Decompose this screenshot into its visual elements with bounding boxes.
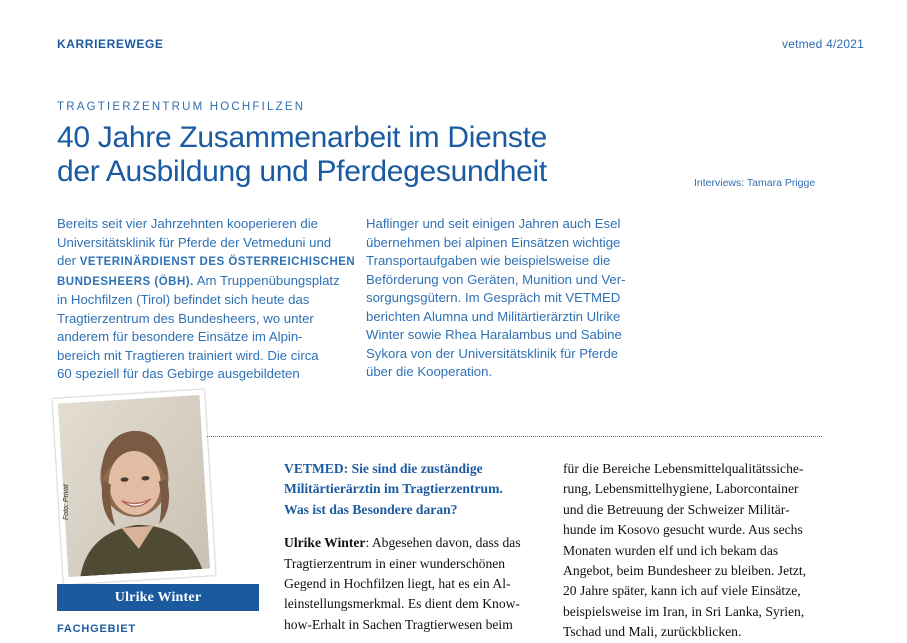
answer-fragment: : Abgesehen davon, dass das (365, 535, 521, 551)
answer-line: und die Betreuung der Schweizer Militär- (563, 501, 790, 517)
portrait-photo (52, 390, 215, 585)
answer-line: beispielsweise im Iran, in Sri Lanka, Syrien, (563, 603, 805, 619)
question-line: Militärtierärztin im Tragtierzentrum. (284, 481, 503, 497)
intro-fragment: Am Truppenübungsplatz (193, 272, 340, 288)
article-kicker: TRAGTIERZENTRUM HOCHFILZEN (57, 101, 306, 113)
intro-line-mixed (57, 252, 357, 272)
intro-column-1 (57, 215, 357, 384)
intro-line: Transportaufgaben wie beispielsweise die (366, 253, 611, 268)
name-caption: Ulrike Winter (57, 584, 259, 611)
portrait-image (58, 395, 210, 577)
answer-line: leinstellungsmerkmal. Es dient dem Know- (284, 596, 520, 612)
intro-line: bereich mit Tragtieren trainiert wird. Die circa (57, 347, 319, 363)
article-title (57, 121, 677, 189)
answer-line: rung, Lebensmittelhygiene, Laborcontainer (563, 481, 799, 497)
intro-line: Universitätsklinik für Pferde der Vetmeduni und (57, 234, 332, 250)
photo-credit: Foto: Privat (63, 484, 70, 520)
intro-line: Tragtierzentrum des Bundesheers, wo unter (57, 310, 314, 326)
intro-line: in Hochfilzen (Tirol) befindet sich heute das (57, 292, 310, 307)
intro-column-2 (366, 215, 666, 382)
question-line: Was ist das Besondere daran? (284, 501, 458, 517)
intro-line: Beförderung von Geräten, Munition und Ver- (366, 271, 626, 287)
fachgebiet-label: FACHGEBIET (57, 623, 136, 635)
question-line: VETMED: Sie sind die zuständige (284, 461, 483, 476)
issue-label: vetmed 4/2021 (782, 37, 864, 51)
interview-credit: Interviews: Tamara Prigge (694, 177, 816, 189)
intro-line-mixed (57, 272, 357, 292)
intro-line: Bereits seit vier Jahrzehnten kooperieren die (57, 216, 318, 231)
intro-line: anderem für besondere Einsätze im Alpin- (57, 329, 303, 344)
intro-line: übernehmen bei alpinen Einsätzen wichtige (366, 234, 621, 250)
answer-line: für die Bereiche Lebensmittelqualitätssiche- (563, 461, 804, 476)
title-line: der Ausbildung und Pferdegesundheit (57, 155, 547, 188)
intro-line: über die Kooperation. (366, 364, 493, 379)
intro-line: Winter sowie Rhea Haralambus und Sabine (366, 327, 622, 342)
paragraph-gap (284, 520, 542, 533)
answer-line: 20 Jahre später, kann ich auf viele Einsätze, (563, 583, 801, 599)
answer-line: Tragtierzentrum in einer wunderschönen (284, 555, 506, 571)
answer-line: Gegend in Hochfilzen liegt, hat es ein Al- (284, 576, 511, 592)
speaker-name: Ulrike Winter (284, 535, 366, 551)
intro-line: Sykora von der Universitätsklinik für Pferde (366, 345, 619, 361)
intro-highlight: BUNDESHEERS (ÖBH). (57, 275, 194, 288)
interview-column-2 (563, 459, 825, 643)
intro-highlight: VETERINÄRDIENST DES ÖSTERREICHISCHEN (79, 256, 356, 268)
intro-line: berichten Alumna und Militärtierärztin Ulrike (366, 308, 621, 324)
interview-column-1 (284, 459, 542, 635)
answer-line: hunde im Kosovo gesucht wurde. Aus sechs (563, 522, 803, 538)
intro-line: 60 speziell für das Gebirge ausgebildeten (57, 366, 300, 381)
answer-line (284, 533, 542, 553)
answer-line: Tschad und Mali, zurückblicken. (563, 624, 742, 640)
section-label: KARRIEREWEGE (57, 37, 164, 51)
title-line: 40 Jahre Zusammenarbeit im Dienste (57, 121, 548, 154)
answer-line: how-Erhalt in Sachen Tragtierwesen beim (284, 616, 513, 632)
intro-line: Haflinger und seit einigen Jahren auch Esel (366, 216, 621, 231)
answer-line: Angebot, beim Bundesheer zu bleiben. Jetzt, (563, 563, 807, 579)
intro-line: sorgungsgütern. Im Gespräch mit VETMED (366, 290, 621, 305)
intro-fragment: der (57, 253, 80, 268)
answer-line: Monaten wurden elf und ich bekam das (563, 542, 779, 558)
